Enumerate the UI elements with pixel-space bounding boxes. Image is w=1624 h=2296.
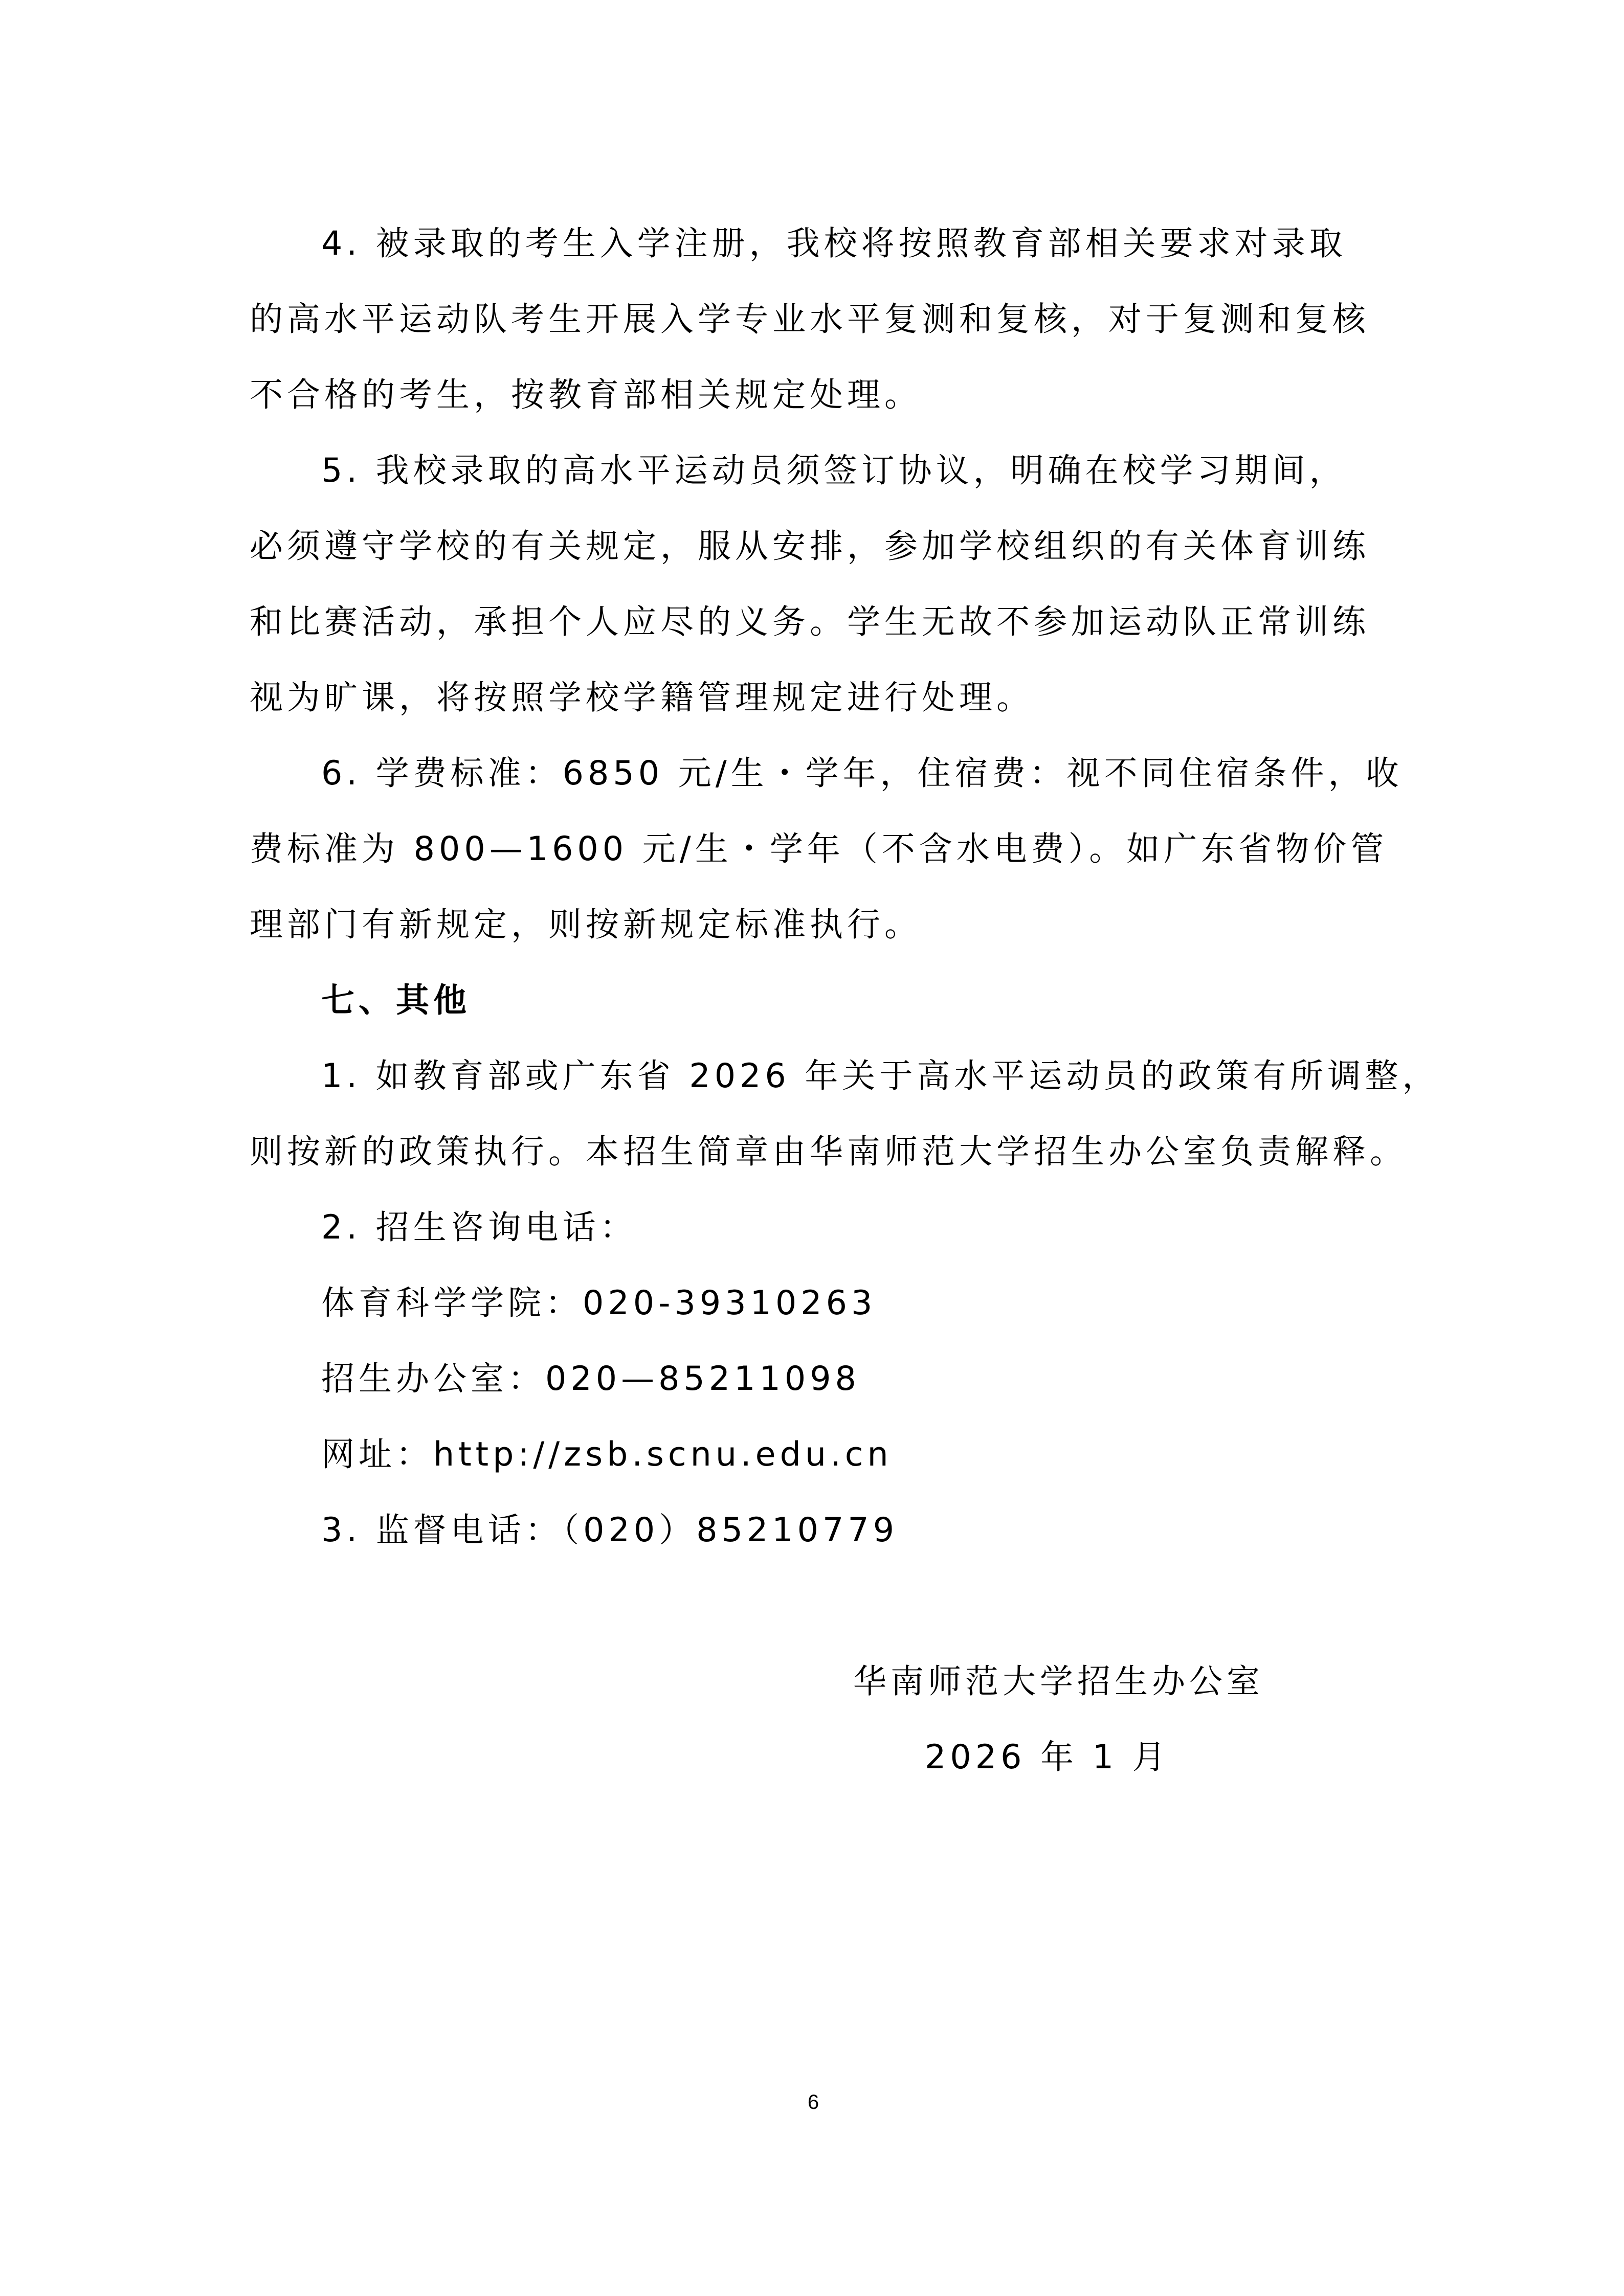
paragraph-4-line-3: 不合格的考生，按教育部相关规定处理。 <box>250 376 922 414</box>
paragraph-6-line-2: 费标准为 800—1600 元/生・学年（不含水电费）。如广东省物价管 <box>250 830 1388 868</box>
paragraph-5-line-1: 5. 我校录取的高水平运动员须签订协议，明确在校学习期间， <box>321 452 1347 490</box>
item-1-line-1: 1. 如教育部或广东省 2026 年关于高水平运动员的政策有所调整， <box>321 1057 1440 1095</box>
contact-sports-college: 体育科学学院：020-39310263 <box>321 1284 877 1322</box>
paragraph-5-line-3: 和比赛活动，承担个人应尽的义务。学生无故不参加运动队正常训练 <box>250 603 1370 641</box>
signature-date: 2026 年 1 月 <box>925 1738 1170 1776</box>
paragraph-4-line-2: 的高水平运动队考生开展入学专业水平复测和复核，对于复测和复核 <box>250 300 1370 339</box>
paragraph-5-line-4: 视为旷课，将按照学校学籍管理规定进行处理。 <box>250 679 1034 717</box>
paragraph-4-line-1: 4. 被录取的考生入学注册，我校将按照教育部相关要求对录取 <box>321 224 1347 263</box>
paragraph-5-line-2: 必须遵守学校的有关规定，服从安排，参加学校组织的有关体育训练 <box>250 527 1370 566</box>
page-number: 6 <box>807 2091 819 2113</box>
contact-website: 网址：http://zsb.scnu.edu.cn <box>321 1435 893 1474</box>
paragraph-6-line-3: 理部门有新规定，则按新规定标准执行。 <box>250 906 922 944</box>
contact-admissions-office: 招生办公室：020—85211098 <box>321 1360 860 1398</box>
item-3-supervision-phone: 3. 监督电话：（020）85210779 <box>321 1511 899 1549</box>
signature-office: 华南师范大学招生办公室 <box>853 1662 1264 1701</box>
item-1-line-2: 则按新的政策执行。本招生简章由华南师范大学招生办公室负责解释。 <box>250 1133 1408 1171</box>
item-2-consult-phones: 2. 招生咨询电话： <box>321 1208 637 1247</box>
section-heading-other: 七、其他 <box>321 981 471 1020</box>
paragraph-6-line-1: 6. 学费标准：6850 元/生・学年，住宿费：视不同住宿条件，收 <box>321 754 1403 793</box>
